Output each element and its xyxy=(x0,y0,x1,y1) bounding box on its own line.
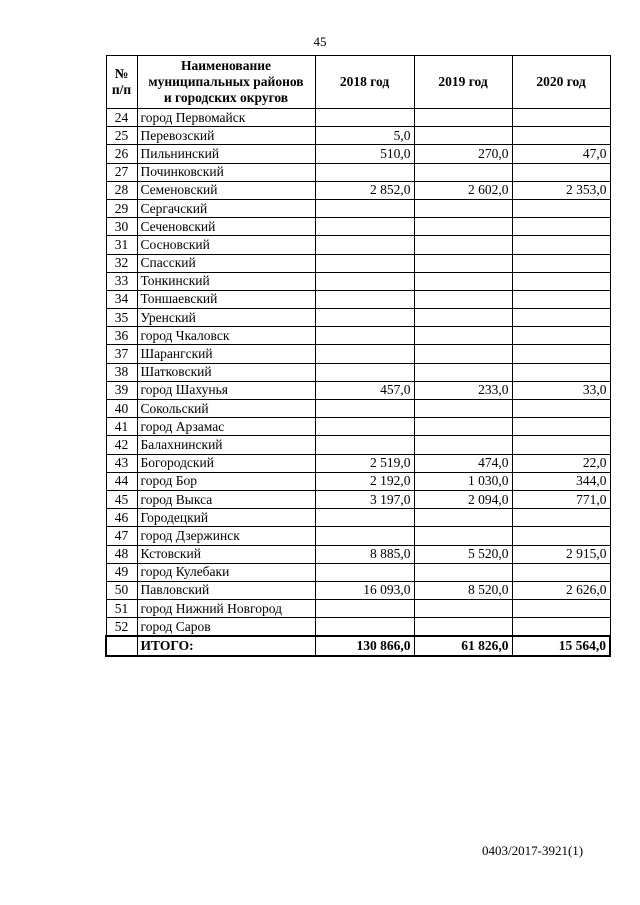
row-number: 48 xyxy=(106,545,137,563)
table-body xyxy=(106,109,610,656)
total-empty-cell xyxy=(106,636,137,655)
value-2020 xyxy=(512,236,610,254)
region-name: Павловский xyxy=(137,581,315,599)
value-2019 xyxy=(414,127,512,145)
value-2018: 5,0 xyxy=(315,127,414,145)
region-name: Тоншаевский xyxy=(137,290,315,308)
region-name: Кстовский xyxy=(137,545,315,563)
table-row xyxy=(106,345,610,363)
value-2018: 16 093,0 xyxy=(315,581,414,599)
region-name: город Кулебаки xyxy=(137,563,315,581)
table-row xyxy=(106,545,610,563)
row-number: 46 xyxy=(106,509,137,527)
region-name: Сокольский xyxy=(137,400,315,418)
value-2019: 270,0 xyxy=(414,145,512,163)
value-2018: 8 885,0 xyxy=(315,545,414,563)
table-header xyxy=(106,56,610,109)
table-row xyxy=(106,236,610,254)
value-2020 xyxy=(512,400,610,418)
row-number: 51 xyxy=(106,600,137,618)
table-row xyxy=(106,381,610,399)
value-2019 xyxy=(414,272,512,290)
table-row xyxy=(106,581,610,599)
row-number: 26 xyxy=(106,145,137,163)
table-row xyxy=(106,199,610,217)
region-name: город Нижний Новгород xyxy=(137,600,315,618)
value-2020: 2 915,0 xyxy=(512,545,610,563)
row-number: 52 xyxy=(106,618,137,637)
table-row xyxy=(106,418,610,436)
value-2019: 2 602,0 xyxy=(414,181,512,199)
value-2020 xyxy=(512,254,610,272)
value-2018 xyxy=(315,400,414,418)
value-2020 xyxy=(512,600,610,618)
value-2018 xyxy=(315,618,414,637)
row-number: 29 xyxy=(106,199,137,217)
row-number: 31 xyxy=(106,236,137,254)
value-2018 xyxy=(315,272,414,290)
value-2018 xyxy=(315,109,414,127)
header-name xyxy=(137,56,315,109)
value-2020 xyxy=(512,272,610,290)
table-row xyxy=(106,509,610,527)
value-2020: 47,0 xyxy=(512,145,610,163)
row-number: 27 xyxy=(106,163,137,181)
row-number: 49 xyxy=(106,563,137,581)
value-2019: 8 520,0 xyxy=(414,581,512,599)
table-row xyxy=(106,309,610,327)
header-2020: 2020 год xyxy=(512,56,610,109)
row-number: 28 xyxy=(106,181,137,199)
value-2019 xyxy=(414,163,512,181)
region-name: город Чкаловск xyxy=(137,327,315,345)
value-2020: 771,0 xyxy=(512,490,610,508)
value-2019 xyxy=(414,327,512,345)
row-number: 32 xyxy=(106,254,137,272)
value-2018 xyxy=(315,600,414,618)
value-2019 xyxy=(414,199,512,217)
value-2020 xyxy=(512,290,610,308)
value-2019 xyxy=(414,600,512,618)
value-2018 xyxy=(315,436,414,454)
region-name: город Бор xyxy=(137,472,315,490)
value-2018 xyxy=(315,363,414,381)
value-2019: 474,0 xyxy=(414,454,512,472)
region-name: Сергачский xyxy=(137,199,315,217)
region-name: Шатковский xyxy=(137,363,315,381)
header-name-line: Наименование xyxy=(181,58,271,73)
row-number: 50 xyxy=(106,581,137,599)
value-2018 xyxy=(315,563,414,581)
value-2020: 344,0 xyxy=(512,472,610,490)
row-number: 38 xyxy=(106,363,137,381)
row-number: 43 xyxy=(106,454,137,472)
value-2018 xyxy=(315,418,414,436)
value-2018 xyxy=(315,199,414,217)
value-2020 xyxy=(512,345,610,363)
region-name: Сеченовский xyxy=(137,218,315,236)
region-name: Шарангский xyxy=(137,345,315,363)
row-number: 30 xyxy=(106,218,137,236)
table-row xyxy=(106,527,610,545)
value-2018: 457,0 xyxy=(315,381,414,399)
value-2020 xyxy=(512,127,610,145)
header-name-line: муниципальных районов xyxy=(148,74,304,89)
value-2019 xyxy=(414,418,512,436)
value-2020: 2 626,0 xyxy=(512,581,610,599)
value-2020 xyxy=(512,309,610,327)
value-2018 xyxy=(315,527,414,545)
row-number: 25 xyxy=(106,127,137,145)
value-2020 xyxy=(512,109,610,127)
total-2019: 61 826,0 xyxy=(414,636,512,655)
value-2018: 2 852,0 xyxy=(315,181,414,199)
value-2019 xyxy=(414,363,512,381)
value-2018 xyxy=(315,309,414,327)
value-2019: 1 030,0 xyxy=(414,472,512,490)
value-2020 xyxy=(512,418,610,436)
value-2019 xyxy=(414,345,512,363)
total-row xyxy=(106,636,610,655)
data-table xyxy=(105,55,611,657)
table-row xyxy=(106,618,610,637)
value-2019 xyxy=(414,509,512,527)
value-2020 xyxy=(512,563,610,581)
value-2020 xyxy=(512,218,610,236)
table-row xyxy=(106,127,610,145)
table-row xyxy=(106,563,610,581)
region-name: Балахнинский xyxy=(137,436,315,454)
value-2018 xyxy=(315,327,414,345)
value-2020: 2 353,0 xyxy=(512,181,610,199)
value-2020 xyxy=(512,509,610,527)
value-2019 xyxy=(414,254,512,272)
value-2018 xyxy=(315,254,414,272)
region-name: Городецкий xyxy=(137,509,315,527)
page-number: 45 xyxy=(313,34,327,49)
row-number: 39 xyxy=(106,381,137,399)
value-2019 xyxy=(414,527,512,545)
table-row xyxy=(106,600,610,618)
value-2019 xyxy=(414,563,512,581)
value-2018 xyxy=(315,163,414,181)
table-row xyxy=(106,254,610,272)
row-number: 47 xyxy=(106,527,137,545)
header-2018: 2018 год xyxy=(315,56,414,109)
region-name: Богородский xyxy=(137,454,315,472)
region-name: город Выкса xyxy=(137,490,315,508)
region-name: Семеновский xyxy=(137,181,315,199)
value-2018 xyxy=(315,290,414,308)
value-2019 xyxy=(414,290,512,308)
row-number: 34 xyxy=(106,290,137,308)
value-2018: 2 519,0 xyxy=(315,454,414,472)
value-2020 xyxy=(512,527,610,545)
row-number: 40 xyxy=(106,400,137,418)
table-row xyxy=(106,454,610,472)
table-row xyxy=(106,490,610,508)
table-row xyxy=(106,363,610,381)
value-2019 xyxy=(414,309,512,327)
total-2020: 15 564,0 xyxy=(512,636,610,655)
value-2019: 2 094,0 xyxy=(414,490,512,508)
table-row xyxy=(106,327,610,345)
header-number: № п/п xyxy=(106,56,137,109)
table-row xyxy=(106,272,610,290)
value-2018 xyxy=(315,218,414,236)
value-2018 xyxy=(315,509,414,527)
row-number: 45 xyxy=(106,490,137,508)
value-2020 xyxy=(512,327,610,345)
region-name: Починковский xyxy=(137,163,315,181)
value-2018 xyxy=(315,236,414,254)
table-row xyxy=(106,400,610,418)
total-2018: 130 866,0 xyxy=(315,636,414,655)
row-number: 36 xyxy=(106,327,137,345)
value-2018 xyxy=(315,345,414,363)
value-2019 xyxy=(414,218,512,236)
row-number: 42 xyxy=(106,436,137,454)
value-2019 xyxy=(414,400,512,418)
row-number: 24 xyxy=(106,109,137,127)
value-2020: 33,0 xyxy=(512,381,610,399)
value-2019: 5 520,0 xyxy=(414,545,512,563)
value-2019 xyxy=(414,618,512,637)
region-name: город Первомайск xyxy=(137,109,315,127)
header-name-line: и городских округов xyxy=(163,90,289,105)
value-2020 xyxy=(512,163,610,181)
region-name: город Арзамас xyxy=(137,418,315,436)
table-row xyxy=(106,218,610,236)
region-name: Спасский xyxy=(137,254,315,272)
value-2020: 22,0 xyxy=(512,454,610,472)
region-name: Тонкинский xyxy=(137,272,315,290)
header-row xyxy=(106,56,610,109)
value-2019 xyxy=(414,236,512,254)
region-name: город Саров xyxy=(137,618,315,637)
header-2019: 2019 год xyxy=(414,56,512,109)
row-number: 35 xyxy=(106,309,137,327)
value-2020 xyxy=(512,199,610,217)
region-name: Пильнинский xyxy=(137,145,315,163)
region-name: Сосновский xyxy=(137,236,315,254)
value-2019 xyxy=(414,109,512,127)
value-2020 xyxy=(512,436,610,454)
region-name: Перевозский xyxy=(137,127,315,145)
value-2018: 2 192,0 xyxy=(315,472,414,490)
region-name: Уренский xyxy=(137,309,315,327)
row-number: 37 xyxy=(106,345,137,363)
row-number: 44 xyxy=(106,472,137,490)
value-2018: 510,0 xyxy=(315,145,414,163)
table-row xyxy=(106,181,610,199)
row-number: 33 xyxy=(106,272,137,290)
table-row xyxy=(106,163,610,181)
value-2020 xyxy=(512,618,610,637)
row-number: 41 xyxy=(106,418,137,436)
value-2019 xyxy=(414,436,512,454)
region-name: город Дзержинск xyxy=(137,527,315,545)
value-2019: 233,0 xyxy=(414,381,512,399)
region-name: город Шахунья xyxy=(137,381,315,399)
table-row xyxy=(106,145,610,163)
table-row xyxy=(106,290,610,308)
value-2018: 3 197,0 xyxy=(315,490,414,508)
table-row xyxy=(106,109,610,127)
table-row xyxy=(106,436,610,454)
table-row xyxy=(106,472,610,490)
total-label: ИТОГО: xyxy=(137,636,315,655)
document-code: 0403/2017-3921(1) xyxy=(482,843,584,858)
value-2020 xyxy=(512,363,610,381)
